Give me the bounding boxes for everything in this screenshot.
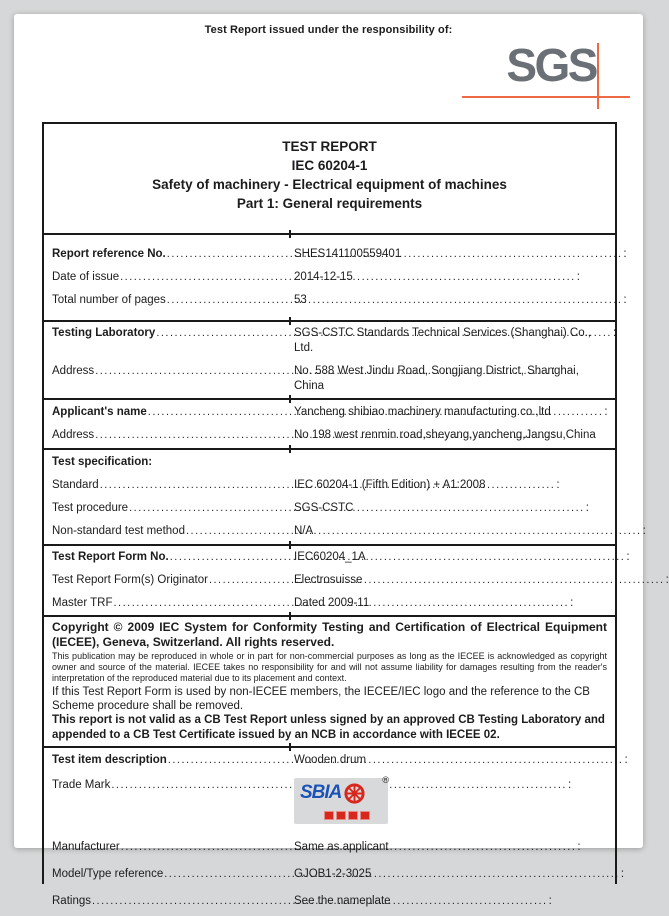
trademark-characters-strip [324,811,370,820]
field-value: No. 588 West Jindu Road, Songjiang District, Shanghai, China [294,365,579,392]
field-label [52,501,282,516]
label-text: Test Report Form(s) Originator [52,574,208,586]
section-applicant [44,398,615,448]
trademark-brand-text: SBIA [300,782,342,803]
label-text: Date of issue [52,271,120,283]
sgs-logo-horizontal-line [462,96,630,98]
title-line-3: Safety of machinery - Electrical equipment of machines [152,177,507,192]
row-master-trf [44,592,615,615]
section-header-text: Test specification: [52,456,153,468]
field-value: SHES141100559401 [294,248,402,260]
label-text: Test procedure [52,502,129,514]
field-value: Same as applicant [294,841,389,853]
trademark-character-block [336,811,346,820]
section-copyright [44,615,615,746]
label-text: Trade Mark [52,779,111,791]
section-test-item [44,746,615,916]
colon [666,573,669,588]
title-line-1: TEST REPORT [282,139,377,154]
field-value: IEC60204_1A [294,551,366,563]
field-label [52,524,282,539]
row-test-procedure [44,497,615,520]
trademark-wheel-icon [343,782,366,805]
registered-trademark-icon: ® [382,775,389,785]
field-label [52,573,282,588]
responsibility-line: Test Report issued under the responsibility of: [204,24,453,36]
label-text: Report reference No. [52,248,166,260]
row-trf-no [44,546,615,569]
field-value: GJOB1-2-3025 [294,868,372,880]
label-text: Address [52,429,95,441]
row-model-type [44,861,615,888]
row-test-specification-header [44,451,615,474]
field-label [52,364,282,379]
field-value: Yancheng shibiao machinery manufacturing co.,ltd [294,406,551,418]
copyright-heading: Copyright © 2009 IEC System for Conformity Testing and Certification of Electrical Equipment (IECEE), Geneva, Switzerland. All rights reserved. [52,620,607,649]
field-label [52,840,282,855]
copyright-small-print: This publication may be reproduced in whole or in part for non-commercial purposes as long as the IECEE is acknowledged as copyright owner and source of the material. IECEE takes no responsibility for and will not assume liability for damages resulting from the reader's interpretation of the reproduced material due to its placement and context. [52,651,607,683]
field-label [52,405,282,420]
field-label [52,596,282,611]
label-text: Ratings [52,895,91,907]
colon [613,326,616,341]
row-report-reference-no [44,243,615,266]
section-test-report-form [44,544,615,615]
field-label [52,326,282,341]
row-manufacturer [44,834,615,861]
document-header [14,14,643,122]
label-text: Test item description [52,754,167,766]
copyright-validity-note: This report is not valid as a CB Test Report unless signed by an approved CB Testing Laboratory and appended to a CB Test Certificate issued by an NCB in accordance with IECEE 02. [52,714,605,741]
label-text: Master TRF [52,597,113,609]
field-value: Electrosuisse [294,574,363,586]
row-non-standard-method [44,520,615,543]
field-label [52,247,282,262]
report-table [42,122,617,907]
row-test-item-description [44,749,615,772]
sgs-logo [462,39,630,109]
label-text: Non-standard test method [52,525,185,537]
field-value: N/A [294,525,314,537]
colon [623,293,626,308]
field-value [282,775,607,824]
colon [624,753,627,768]
title-line-2: IEC 60204-1 [291,158,368,173]
trademark-logo [294,775,389,824]
row-ratings [44,888,615,915]
row-date-of-issue [44,266,615,289]
field-value: 2014-12-15 [294,271,353,283]
field-label [52,270,282,285]
field-value: SGS-CSTC [294,502,354,514]
trademark-character-block [348,811,358,820]
section-test-specification [44,448,615,544]
field-label [52,867,282,882]
row-lab-address [44,360,615,398]
trademark-character-block [324,811,334,820]
field-label [52,293,282,308]
title-line-4: Part 1: General requirements [236,196,423,211]
field-label [52,778,282,793]
label-text: Model/Type reference [52,868,164,880]
row-trade-mark [44,772,615,834]
field-value: Dated 2009-11 [294,597,370,609]
colon [621,867,624,882]
label-text: Applicant's name [52,406,147,418]
field-label [52,894,282,909]
row-applicant-name [44,401,615,424]
colon [643,524,646,539]
field-label [52,428,282,443]
copyright-removal-note: If this Test Report Form is used by non-IECEE members, the IECEE/IEC logo and the reference to the CB Scheme procedure shall be removed. [52,686,590,712]
field-value: SGS-CSTC Standards Technical Services (Shanghai) Co., Ltd. [294,327,592,354]
section-testing-laboratory [44,320,615,398]
field-label [52,550,282,565]
field-value: IEC 60204-1 (Fifth Edition) + A1:2008 [294,479,486,491]
field-value: No 198 west renmin road,sheyang,yancheng,Jangsu,China [294,429,596,441]
label-text: Address [52,365,95,377]
label-text: Test Report Form No. [52,551,169,563]
row-applicant-address [44,424,615,447]
section-report-reference [44,233,615,320]
field-value: 53 [294,294,307,306]
row-standard [44,474,615,497]
sgs-logo-text: SGS [506,39,596,91]
label-text: Total number of pages [52,294,166,306]
colon [623,247,626,262]
label-text: Manufacturer [52,841,120,853]
field-label [52,478,282,493]
colon [626,550,629,565]
sgs-logo-vertical-line [597,43,599,109]
field-value: See the nameplate [294,895,391,907]
trademark-character-block [360,811,370,820]
field-label [52,753,282,768]
label-text: Testing Laboratory [52,327,156,339]
row-testing-laboratory [44,322,615,360]
title-block [44,124,615,233]
field-value: Wooden drum [294,754,367,766]
row-trf-originator [44,569,615,592]
row-total-pages [44,289,615,312]
label-text: Standard [52,479,99,491]
report-page [14,14,643,907]
